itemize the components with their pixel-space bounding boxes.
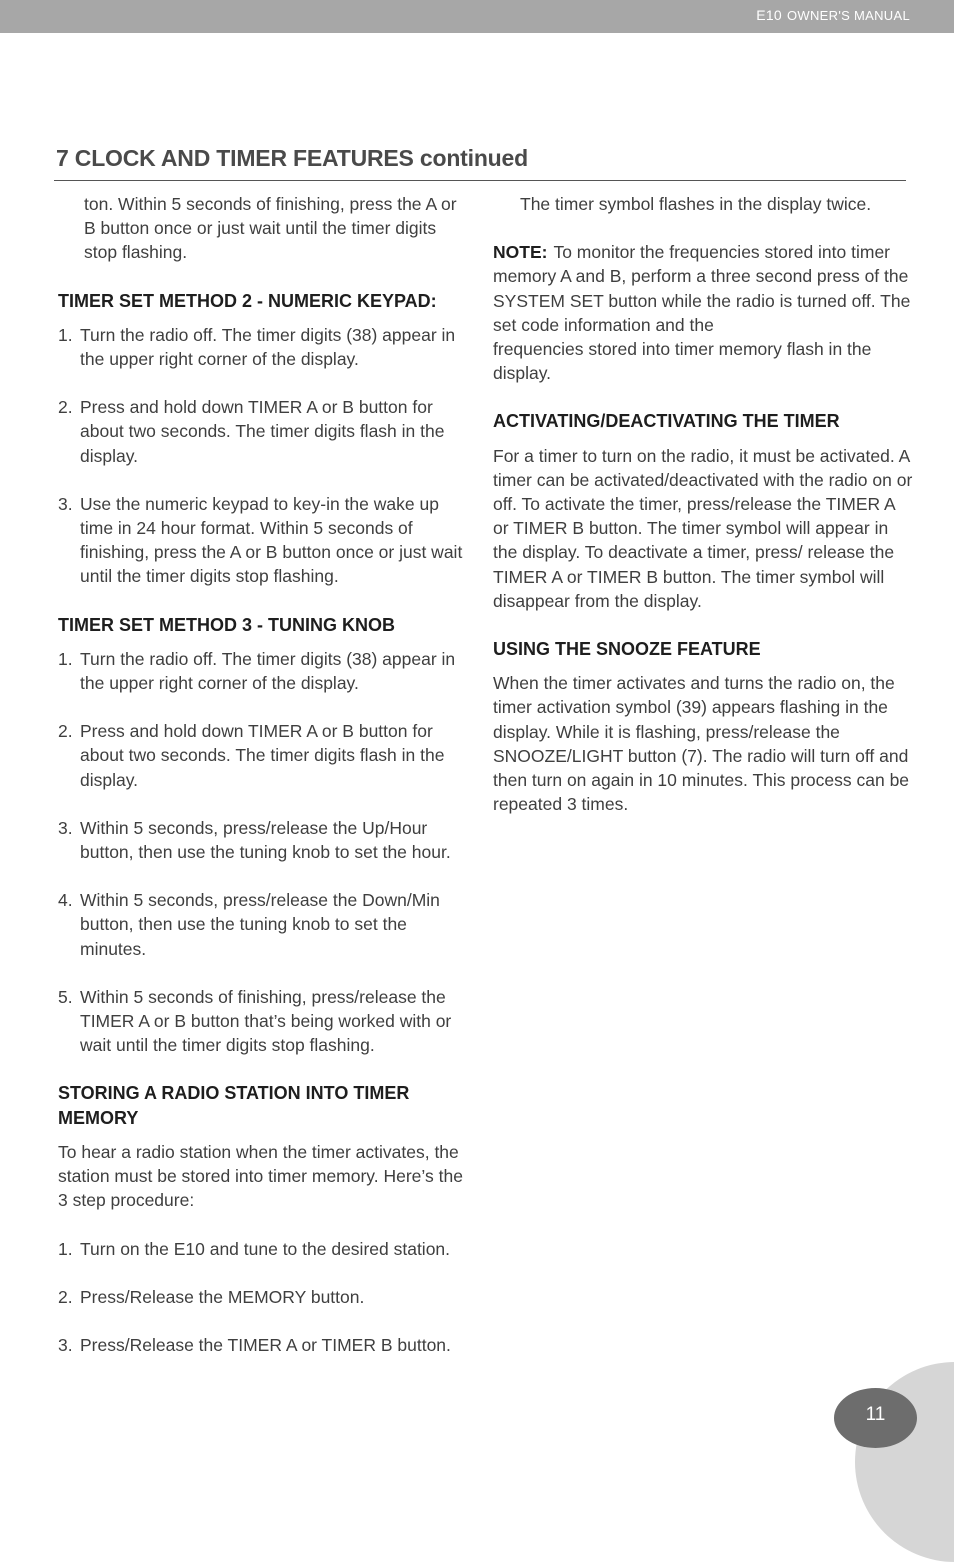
running-header xyxy=(756,7,910,23)
page-number: 11 xyxy=(834,1388,917,1448)
list-item: 4. Within 5 seconds, press/release the Down/Min button, then use the tuning knob to set the minutes. xyxy=(58,890,440,959)
activating-body: For a timer to turn on the radio, it must be activated. A timer can be activated/deactivated with the radio on or off. To activate the timer, press/release the TIMER A or TIMER B button. The timer symbol will appear in the display. To deactivate a timer, press/ release the TIMER A or TIMER B button. The timer symbol will disappear from the display. xyxy=(493,445,913,611)
list-item: 1. Turn on the E10 and tune to the desired station. xyxy=(58,1238,451,1259)
section-title: 7 CLOCK AND TIMER FEATURES continued xyxy=(56,145,528,171)
activating-heading: ACTIVATING/DEACTIVATING THE TIMER xyxy=(493,411,840,432)
method2-heading: TIMER SET METHOD 2 - NUMERIC KEYPAD: xyxy=(58,290,437,311)
left-column xyxy=(58,192,470,1357)
storing-body: To hear a radio station when the timer activates, the station must be stored into timer memory. Here’s the 3 step procedure: xyxy=(58,1141,463,1211)
title-divider xyxy=(54,180,906,181)
list-item: 3. Press/Release the TIMER A or TIMER B button. xyxy=(58,1334,451,1355)
note-paragraph: NOTE: To monitor the frequencies stored into timer memory A and B, perform a three second press of the SYSTEM SET button while the radio is turned off. The set code information and the xyxy=(493,242,911,335)
note-label: NOTE: xyxy=(493,242,548,263)
intro-paragraph: ton. Within 5 seconds of finishing, press the A or B button once or just wait until the timer digits stop flashing. xyxy=(84,194,457,263)
list-item: 2. Press and hold down TIMER A or B button for about two seconds. The timer digits flash in the display. xyxy=(58,721,445,790)
list-item: 1. Turn the radio off. The timer digits (38) appear in the upper right corner of the display. xyxy=(58,648,456,694)
list-item: 2. Press and hold down TIMER A or B button for about two seconds. The timer digits flash in the display. xyxy=(58,397,445,466)
model-name: E10 xyxy=(756,7,783,23)
flash-line: The timer symbol flashes in the display twice. xyxy=(520,194,872,214)
right-column xyxy=(493,192,915,816)
snooze-heading: USING THE SNOOZE FEATURE xyxy=(493,639,761,660)
list-item: 2. Press/Release the MEMORY button. xyxy=(58,1286,365,1307)
method3-heading: TIMER SET METHOD 3 - TUNING KNOB xyxy=(58,614,395,635)
note-paragraph-cont: frequencies stored into timer memory flash in the display. xyxy=(493,339,872,384)
snooze-body: When the timer activates and turns the radio on, the timer activation symbol (39) appears flashing in the display. While it is flashing, press/release the SNOOZE/LIGHT button (7). The radio will turn off and then turn on again in 10 minutes. This process can be repeated 3 times. xyxy=(493,673,910,815)
list-item: 3. Within 5 seconds, press/release the Up/Hour button, then use the tuning knob to set the hour. xyxy=(58,817,451,863)
header-bar xyxy=(0,0,954,33)
list-item: 1. Turn the radio off. The timer digits (38) appear in the upper right corner of the display. xyxy=(58,324,456,370)
list-item: 5. Within 5 seconds of finishing, press/release the TIMER A or B button that’s being worked with or wait until the timer digits stop flashing. xyxy=(58,986,452,1056)
list-item: 3. Use the numeric keypad to key-in the wake up time in 24 hour format. Within 5 seconds of finishing, press the A or B button once or just wait until the timer digits stop flashing. xyxy=(58,493,463,587)
manual-label: OWNER'S MANUAL xyxy=(787,8,910,23)
storing-heading: STORING A RADIO STATION INTO TIMER MEMORY xyxy=(58,1083,410,1128)
